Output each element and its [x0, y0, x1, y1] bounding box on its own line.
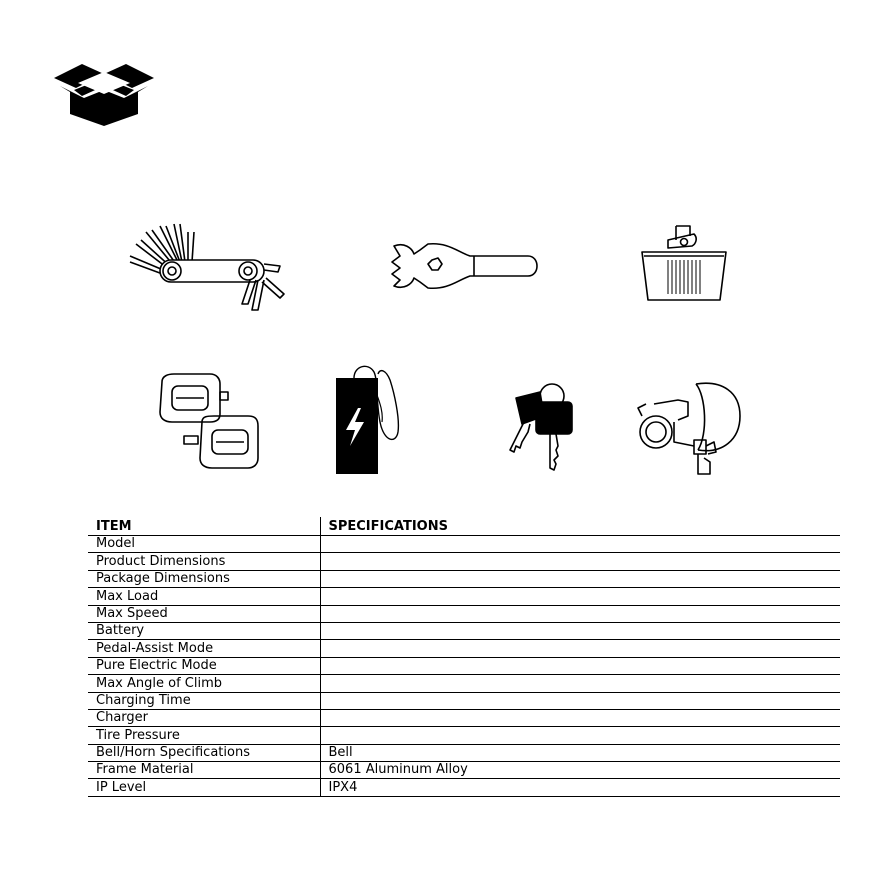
spec-cell: 6061 Aluminum Alloy	[320, 762, 840, 779]
keys-icon	[500, 372, 584, 474]
item-cell: IP Level	[88, 779, 320, 796]
table-row	[88, 657, 840, 674]
item-cell: Frame Material	[88, 762, 320, 779]
item-cell: Max Angle of Climb	[88, 675, 320, 692]
spec-cell	[320, 727, 840, 744]
spec-cell	[320, 657, 840, 674]
item-cell: Max Speed	[88, 605, 320, 622]
spec-cell	[320, 692, 840, 709]
table-row	[88, 692, 840, 709]
item-cell: Tire Pressure	[88, 727, 320, 744]
item-cell: Model	[88, 536, 320, 553]
bell-icon	[634, 376, 744, 478]
spec-cell: Bell	[320, 744, 840, 761]
open-box-icon	[52, 56, 156, 128]
item-cell: Product Dimensions	[88, 553, 320, 570]
item-cell: Pure Electric Mode	[88, 657, 320, 674]
table-row	[88, 779, 840, 796]
spec-cell	[320, 605, 840, 622]
spec-cell	[320, 675, 840, 692]
table-row	[88, 536, 840, 553]
pedal-wrench-icon	[388, 236, 544, 296]
item-cell: Battery	[88, 622, 320, 639]
spec-cell	[320, 640, 840, 657]
spec-cell	[320, 709, 840, 726]
multi-tool-icon	[122, 218, 290, 314]
table-row	[88, 744, 840, 761]
charger-icon	[334, 362, 408, 476]
spec-cell	[320, 536, 840, 553]
spec-cell	[320, 570, 840, 587]
spec-cell: IPX4	[320, 779, 840, 796]
item-cell: Package Dimensions	[88, 570, 320, 587]
table-row	[88, 675, 840, 692]
reflector-icon	[634, 222, 734, 306]
spec-cell	[320, 588, 840, 605]
table-row	[88, 762, 840, 779]
table-row	[88, 588, 840, 605]
spec-cell	[320, 553, 840, 570]
table-row	[88, 553, 840, 570]
pedals-icon	[152, 372, 272, 472]
header-item: ITEM	[88, 517, 320, 536]
table-header-row	[88, 517, 840, 536]
item-cell: Pedal-Assist Mode	[88, 640, 320, 657]
header-specifications: SPECIFICATIONS	[320, 517, 840, 536]
table-row	[88, 570, 840, 587]
table-row	[88, 709, 840, 726]
spec-cell	[320, 622, 840, 639]
table-row	[88, 605, 840, 622]
table-row	[88, 727, 840, 744]
item-cell: Charger	[88, 709, 320, 726]
item-cell: Charging Time	[88, 692, 320, 709]
specifications-table	[88, 517, 840, 797]
item-cell: Bell/Horn Specifications	[88, 744, 320, 761]
table-row	[88, 640, 840, 657]
item-cell: Max Load	[88, 588, 320, 605]
table-row	[88, 622, 840, 639]
